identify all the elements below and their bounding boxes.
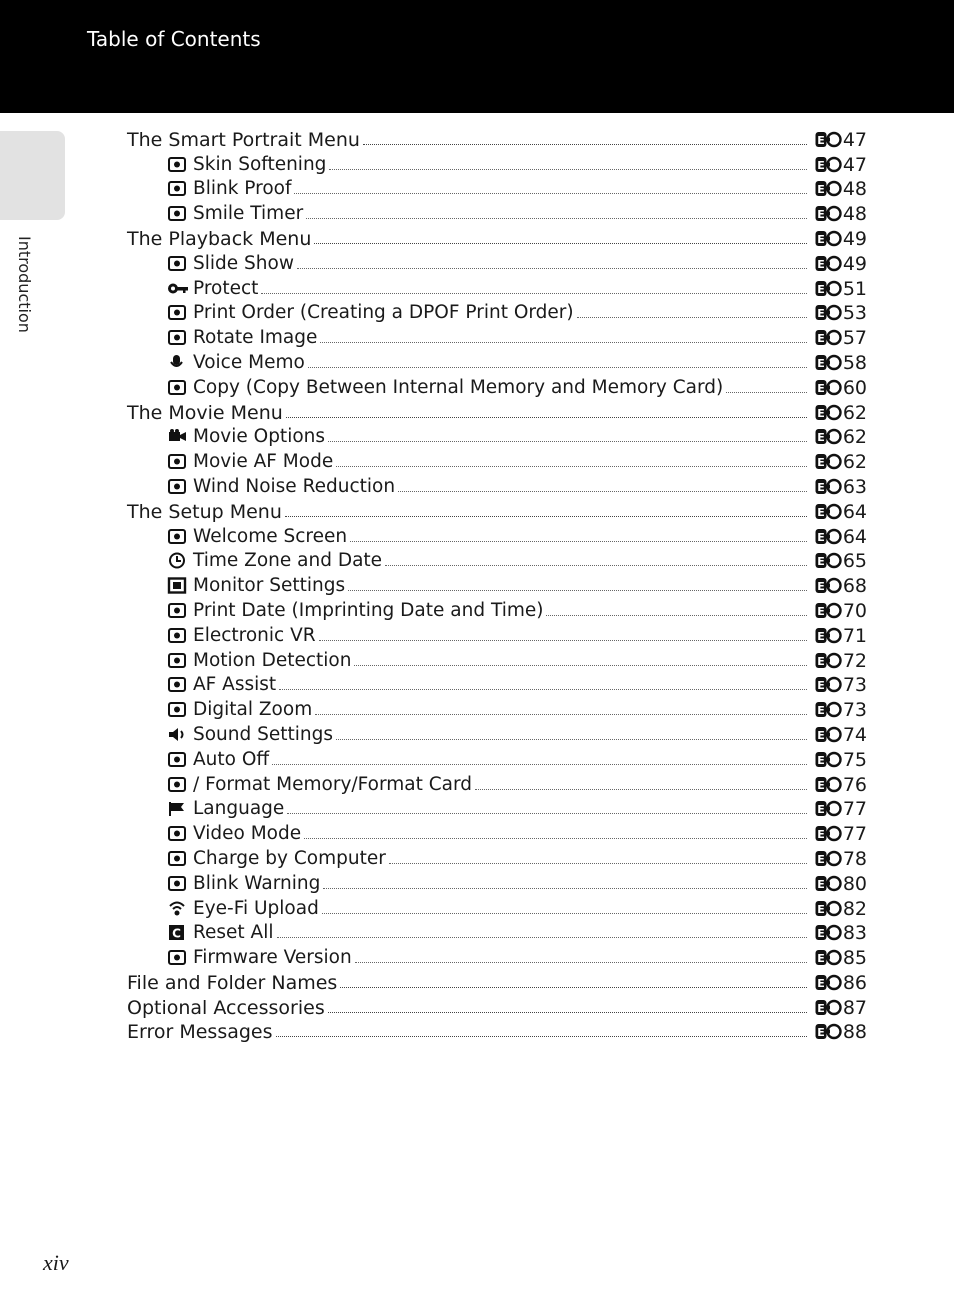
toc-entry-label: Sound Settings [193, 723, 334, 745]
svg-text:E: E [817, 257, 825, 271]
dot-leader [336, 739, 807, 740]
toc-page-number: 80 [842, 872, 867, 895]
toc-subentry[interactable] [127, 895, 867, 920]
toc-entry-label: Error Messages [127, 1021, 273, 1044]
toc-subentry[interactable] [127, 721, 867, 746]
dot-leader [319, 640, 807, 641]
dot-leader [279, 689, 807, 690]
svg-text:E: E [817, 480, 825, 494]
dot-leader [261, 293, 806, 294]
reference-section-e-icon [815, 776, 842, 793]
toc-entry-label: Digital Zoom [193, 699, 313, 721]
toc-entry-label: Optional Accessories [127, 996, 325, 1019]
reset-all-icon [167, 924, 189, 941]
dot-leader [340, 987, 806, 988]
toc-section-entry[interactable] [127, 225, 867, 250]
toc-page-number: 73 [842, 699, 867, 722]
toc-page-number: 83 [842, 922, 867, 945]
dot-leader [726, 392, 807, 393]
reference-section-e-icon [815, 850, 842, 867]
reference-section-e-icon [815, 875, 842, 892]
reference-section-e-icon [815, 726, 842, 743]
dot-leader [315, 714, 807, 715]
toc-page-number: 78 [842, 847, 867, 870]
language-flag-icon [167, 800, 189, 817]
toc-subentry[interactable] [127, 374, 867, 399]
toc-entry-label: Movie Options [193, 426, 326, 448]
toc-entry-label: Smile Timer [193, 203, 304, 225]
dot-leader [398, 491, 807, 492]
rotate-image-icon [167, 329, 189, 346]
charge-by-computer-icon [167, 850, 189, 867]
toc-subentry[interactable] [127, 796, 867, 821]
reference-section-e-icon [815, 825, 842, 842]
skin-softening-icon [167, 156, 189, 173]
toc-page-ref[interactable] [815, 798, 867, 820]
dot-leader [385, 565, 807, 566]
toc-page-number: 49 [842, 252, 867, 275]
reference-section-e-icon [815, 131, 842, 148]
toc-entry-label: Motion Detection [193, 649, 352, 671]
toc-page-ref[interactable] [815, 873, 867, 895]
svg-text:E: E [817, 356, 825, 370]
toc-entry-label: Voice Memo [193, 351, 305, 373]
toc-page-number: 68 [842, 575, 867, 598]
header-band [0, 0, 954, 113]
toc-page-number: 62 [842, 451, 867, 474]
reference-section-e-icon [815, 329, 842, 346]
toc-entry-label: The Movie Menu [127, 401, 283, 424]
toc-page-number: 77 [842, 823, 867, 846]
toc-page-ref[interactable] [815, 600, 867, 622]
toc-subentry[interactable] [127, 300, 867, 325]
toc-page-number: 58 [842, 351, 867, 374]
toc-subentry[interactable] [127, 250, 867, 275]
svg-text:E: E [817, 852, 825, 866]
toc-page-number: 48 [842, 178, 867, 201]
toc-entry-label: Print Order (Creating a DPOF Print Order) [193, 302, 574, 324]
toc-page-number: 65 [842, 550, 867, 573]
toc-page-ref[interactable] [815, 129, 867, 151]
protect-key-icon [167, 280, 189, 297]
svg-text:E: E [817, 704, 825, 718]
toc-entry-label: Print Date (Imprinting Date and Time) [193, 599, 544, 621]
dot-leader [354, 665, 806, 666]
toc-page-ref[interactable] [815, 228, 867, 250]
reference-section-e-icon [815, 627, 842, 644]
toc-page-ref[interactable] [815, 650, 867, 672]
toc-page-ref[interactable] [815, 774, 867, 796]
toc-subentry[interactable] [127, 523, 867, 548]
toc-subentry[interactable] [127, 349, 867, 374]
toc-subentry[interactable] [127, 672, 867, 697]
dot-leader [306, 218, 807, 219]
toc-subentry[interactable] [127, 424, 867, 449]
toc-page-number: 75 [842, 748, 867, 771]
dot-leader [355, 962, 807, 963]
svg-text:E: E [817, 158, 825, 172]
toc-page-number: 63 [842, 475, 867, 498]
toc-page-ref[interactable] [815, 377, 867, 399]
toc-subentry[interactable] [127, 771, 867, 796]
svg-text:E: E [817, 307, 825, 321]
toc-page-ref[interactable] [815, 451, 867, 473]
toc-entry-label: The Setup Menu [127, 500, 282, 523]
toc-section-entry[interactable] [127, 1019, 867, 1044]
toc-page-ref[interactable] [815, 699, 867, 721]
toc-entry-label: Firmware Version [193, 947, 352, 969]
toc-subentry[interactable] [127, 473, 867, 498]
toc-page-ref[interactable] [815, 476, 867, 498]
dot-leader [304, 838, 807, 839]
toc-entry-label: Language [193, 798, 285, 820]
toc-page-number: 47 [842, 153, 867, 176]
copy-icon [167, 379, 189, 396]
toc-section-entry[interactable] [127, 994, 867, 1019]
svg-text:E: E [817, 828, 825, 842]
toc-page-ref[interactable] [815, 575, 867, 597]
format-memory-card-icon [167, 776, 189, 793]
dot-leader [276, 1036, 807, 1037]
svg-text:E: E [817, 208, 825, 222]
dot-leader [348, 590, 807, 591]
reference-section-e-icon [815, 999, 842, 1016]
toc-entry-label: Rotate Image [193, 327, 318, 349]
print-order-icon [167, 304, 189, 321]
toc-subentry[interactable] [127, 920, 867, 945]
slide-show-icon [167, 255, 189, 272]
toc-page-number: 49 [842, 227, 867, 250]
toc-subentry[interactable] [127, 548, 867, 573]
svg-text:E: E [817, 778, 825, 792]
toc-entry-label: Eye-Fi Upload [193, 897, 319, 919]
dot-leader [277, 937, 807, 938]
toc-page-number: 72 [842, 649, 867, 672]
welcome-screen-icon [167, 528, 189, 545]
toc-entry-label: Time Zone and Date [193, 550, 383, 572]
reference-section-e-icon [815, 280, 842, 297]
dot-leader [287, 813, 807, 814]
toc-entry-label: Electronic VR [193, 624, 316, 646]
svg-text:E: E [817, 728, 825, 742]
toc-page-ref[interactable] [815, 749, 867, 771]
toc-entry-label: Movie AF Mode [193, 451, 334, 473]
svg-text:E: E [817, 654, 825, 668]
reference-section-e-icon [815, 949, 842, 966]
svg-text:E: E [817, 1026, 825, 1040]
toc-page-number: 62 [842, 426, 867, 449]
toc-page-number: 76 [842, 773, 867, 796]
toc-page-number: 82 [842, 897, 867, 920]
toc-entry-label: The Smart Portrait Menu [127, 128, 360, 151]
toc-section-entry[interactable] [127, 399, 867, 424]
toc-page-ref[interactable] [815, 426, 867, 448]
svg-text:E: E [817, 232, 825, 246]
dot-leader [272, 764, 807, 765]
reference-section-e-icon [815, 924, 842, 941]
svg-text:E: E [817, 133, 825, 147]
toc-entry-label: Slide Show [193, 252, 294, 274]
toc-section-entry[interactable] [127, 126, 867, 151]
toc-page-number: 48 [842, 203, 867, 226]
reference-section-e-icon [815, 652, 842, 669]
toc-page-ref[interactable] [815, 848, 867, 870]
toc-page-ref[interactable] [815, 947, 867, 969]
page-title: Table of Contents [87, 27, 261, 51]
toc-page-number: 53 [842, 302, 867, 325]
reference-section-e-icon [815, 404, 842, 421]
toc-page-ref[interactable] [815, 972, 867, 994]
toc-page-number: 64 [842, 500, 867, 523]
toc-entry-label: Copy (Copy Between Internal Memory and Memory Card) [193, 376, 724, 398]
svg-text:E: E [817, 1001, 825, 1015]
reference-section-e-icon [815, 304, 842, 321]
section-tab[interactable] [0, 131, 65, 220]
svg-text:C: C [172, 926, 181, 941]
toc-subentry[interactable] [127, 151, 867, 176]
toc-page-number: 86 [842, 971, 867, 994]
table-of-contents [127, 126, 867, 1043]
toc-section-entry[interactable] [127, 969, 867, 994]
video-mode-icon [167, 825, 189, 842]
toc-subentry[interactable] [127, 870, 867, 895]
reference-section-e-icon [815, 453, 842, 470]
toc-entry-label: Monitor Settings [193, 575, 346, 597]
reference-section-e-icon [815, 205, 842, 222]
toc-entry-label: Blink Proof [193, 178, 292, 200]
svg-text:E: E [817, 381, 825, 395]
reference-section-e-icon [815, 354, 842, 371]
svg-text:E: E [817, 406, 825, 420]
speaker-icon [167, 726, 189, 743]
dot-leader [322, 913, 807, 914]
toc-entry-label: Skin Softening [193, 153, 327, 175]
reference-section-e-icon [815, 900, 842, 917]
toc-page-ref[interactable] [815, 302, 867, 324]
toc-subentry[interactable] [127, 622, 867, 647]
dot-leader [329, 169, 806, 170]
svg-text:E: E [817, 976, 825, 990]
reference-section-e-icon [815, 156, 842, 173]
dot-leader [328, 441, 807, 442]
svg-text:E: E [817, 629, 825, 643]
movie-af-icon [167, 453, 189, 470]
toc-entry-label: Welcome Screen [193, 525, 348, 547]
toc-page-ref[interactable] [815, 922, 867, 944]
toc-page-number: 57 [842, 327, 867, 350]
reference-section-e-icon [815, 577, 842, 594]
svg-text:E: E [817, 927, 825, 941]
toc-page-number: 77 [842, 798, 867, 821]
toc-page-ref[interactable] [815, 154, 867, 176]
dot-leader [320, 342, 806, 343]
dot-leader [389, 863, 807, 864]
page-number: xiv [43, 1250, 69, 1275]
motion-detection-icon [167, 652, 189, 669]
blink-warning-icon [167, 875, 189, 892]
toc-subentry[interactable] [127, 324, 867, 349]
toc-page-ref[interactable] [815, 203, 867, 225]
toc-page-number: 85 [842, 947, 867, 970]
auto-off-timer-icon [167, 751, 189, 768]
smile-timer-icon [167, 205, 189, 222]
toc-page-number: 51 [842, 277, 867, 300]
toc-subentry[interactable] [127, 647, 867, 672]
toc-page-number: 88 [842, 1021, 867, 1044]
toc-entry-label: Reset All [193, 922, 274, 944]
reference-section-e-icon [815, 255, 842, 272]
svg-text:E: E [817, 456, 825, 470]
section-tab-label: Introduction [15, 236, 34, 333]
toc-entry-label: Wind Noise Reduction [193, 475, 396, 497]
toc-page-ref[interactable] [815, 674, 867, 696]
dot-leader [363, 144, 807, 145]
dot-leader [577, 317, 807, 318]
svg-text:E: E [817, 753, 825, 767]
reference-section-e-icon [815, 552, 842, 569]
toc-page-number: 70 [842, 599, 867, 622]
toc-page-ref[interactable] [815, 724, 867, 746]
date-stamp-icon [167, 602, 189, 619]
digital-zoom-icon [167, 701, 189, 718]
toc-page-ref[interactable] [815, 501, 867, 523]
svg-text:E: E [817, 282, 825, 296]
wind-noise-icon [167, 478, 189, 495]
toc-page-ref[interactable] [815, 178, 867, 200]
reference-section-e-icon [815, 800, 842, 817]
svg-text:E: E [817, 902, 825, 916]
toc-page-number: 62 [842, 401, 867, 424]
toc-subentry[interactable] [127, 845, 867, 870]
toc-entry-label: Auto Off [193, 748, 270, 770]
reference-section-e-icon [815, 428, 842, 445]
toc-entry-label: Protect [193, 277, 259, 299]
dot-leader [308, 367, 807, 368]
toc-subentry[interactable] [127, 696, 867, 721]
toc-entry-label: Video Mode [193, 823, 302, 845]
svg-text:E: E [817, 183, 825, 197]
reference-section-e-icon [815, 1023, 842, 1040]
toc-page-ref[interactable] [815, 402, 867, 424]
svg-text:E: E [817, 604, 825, 618]
reference-section-e-icon [815, 676, 842, 693]
toc-section-entry[interactable] [127, 498, 867, 523]
reference-section-e-icon [815, 751, 842, 768]
reference-section-e-icon [815, 528, 842, 545]
dot-leader [546, 615, 806, 616]
toc-entry-label: Blink Warning [193, 872, 321, 894]
reference-section-e-icon [815, 701, 842, 718]
svg-text:E: E [817, 555, 825, 569]
toc-subentry[interactable] [127, 820, 867, 845]
toc-page-ref[interactable] [815, 253, 867, 275]
toc-page-ref[interactable] [815, 898, 867, 920]
toc-subentry[interactable] [127, 200, 867, 225]
voice-memo-mic-icon [167, 354, 189, 371]
dot-leader [297, 268, 807, 269]
reference-section-e-icon [815, 503, 842, 520]
toc-page-ref[interactable] [815, 327, 867, 349]
svg-text:E: E [817, 505, 825, 519]
svg-text:E: E [817, 431, 825, 445]
toc-page-ref[interactable] [815, 1021, 867, 1043]
dot-leader [286, 417, 807, 418]
dot-leader [323, 888, 806, 889]
toc-page-ref[interactable] [815, 550, 867, 572]
toc-page-number: 47 [842, 128, 867, 151]
toc-page-ref[interactable] [815, 625, 867, 647]
toc-page-ref[interactable] [815, 352, 867, 374]
vibration-reduction-icon [167, 627, 189, 644]
eye-fi-icon [167, 900, 189, 917]
dot-leader [294, 193, 806, 194]
toc-subentry[interactable] [127, 746, 867, 771]
toc-page-number: 74 [842, 723, 867, 746]
reference-section-e-icon [815, 379, 842, 396]
toc-page-ref[interactable] [815, 278, 867, 300]
dot-leader [314, 243, 806, 244]
dot-leader [285, 516, 807, 517]
toc-page-number: 64 [842, 525, 867, 548]
toc-subentry[interactable] [127, 572, 867, 597]
toc-entry-label: / Format Memory/Format Card [193, 773, 473, 795]
firmware-version-icon [167, 949, 189, 966]
toc-entry-label: Charge by Computer [193, 847, 386, 869]
reference-section-e-icon [815, 478, 842, 495]
reference-section-e-icon [815, 602, 842, 619]
dot-leader [350, 541, 807, 542]
toc-page-number: 87 [842, 996, 867, 1019]
toc-entry-label: The Playback Menu [127, 227, 312, 250]
movie-camera-icon [167, 428, 189, 445]
reference-section-e-icon [815, 974, 842, 991]
toc-page-ref[interactable] [815, 823, 867, 845]
dot-leader [336, 466, 807, 467]
toc-subentry[interactable] [127, 944, 867, 969]
toc-subentry[interactable] [127, 275, 867, 300]
monitor-icon [167, 577, 189, 594]
svg-text:E: E [817, 952, 825, 966]
blink-proof-icon [167, 180, 189, 197]
toc-subentry[interactable] [127, 176, 867, 201]
toc-page-number: 60 [842, 376, 867, 399]
toc-page-ref[interactable] [815, 526, 867, 548]
svg-text:E: E [817, 679, 825, 693]
dot-leader [475, 789, 807, 790]
clock-icon [167, 552, 189, 569]
svg-text:E: E [817, 332, 825, 346]
toc-page-number: 73 [842, 674, 867, 697]
toc-page-number: 71 [842, 624, 867, 647]
toc-entry-label: AF Assist [193, 674, 277, 696]
toc-subentry[interactable] [127, 448, 867, 473]
toc-subentry[interactable] [127, 597, 867, 622]
svg-text:E: E [817, 877, 825, 891]
svg-text:E: E [817, 803, 825, 817]
reference-section-e-icon [815, 230, 842, 247]
af-assist-icon [167, 676, 189, 693]
toc-entry-label: File and Folder Names [127, 971, 338, 994]
svg-text:E: E [817, 580, 825, 594]
reference-section-e-icon [815, 180, 842, 197]
svg-text:E: E [817, 530, 825, 544]
toc-page-ref[interactable] [815, 997, 867, 1019]
dot-leader [328, 1012, 807, 1013]
